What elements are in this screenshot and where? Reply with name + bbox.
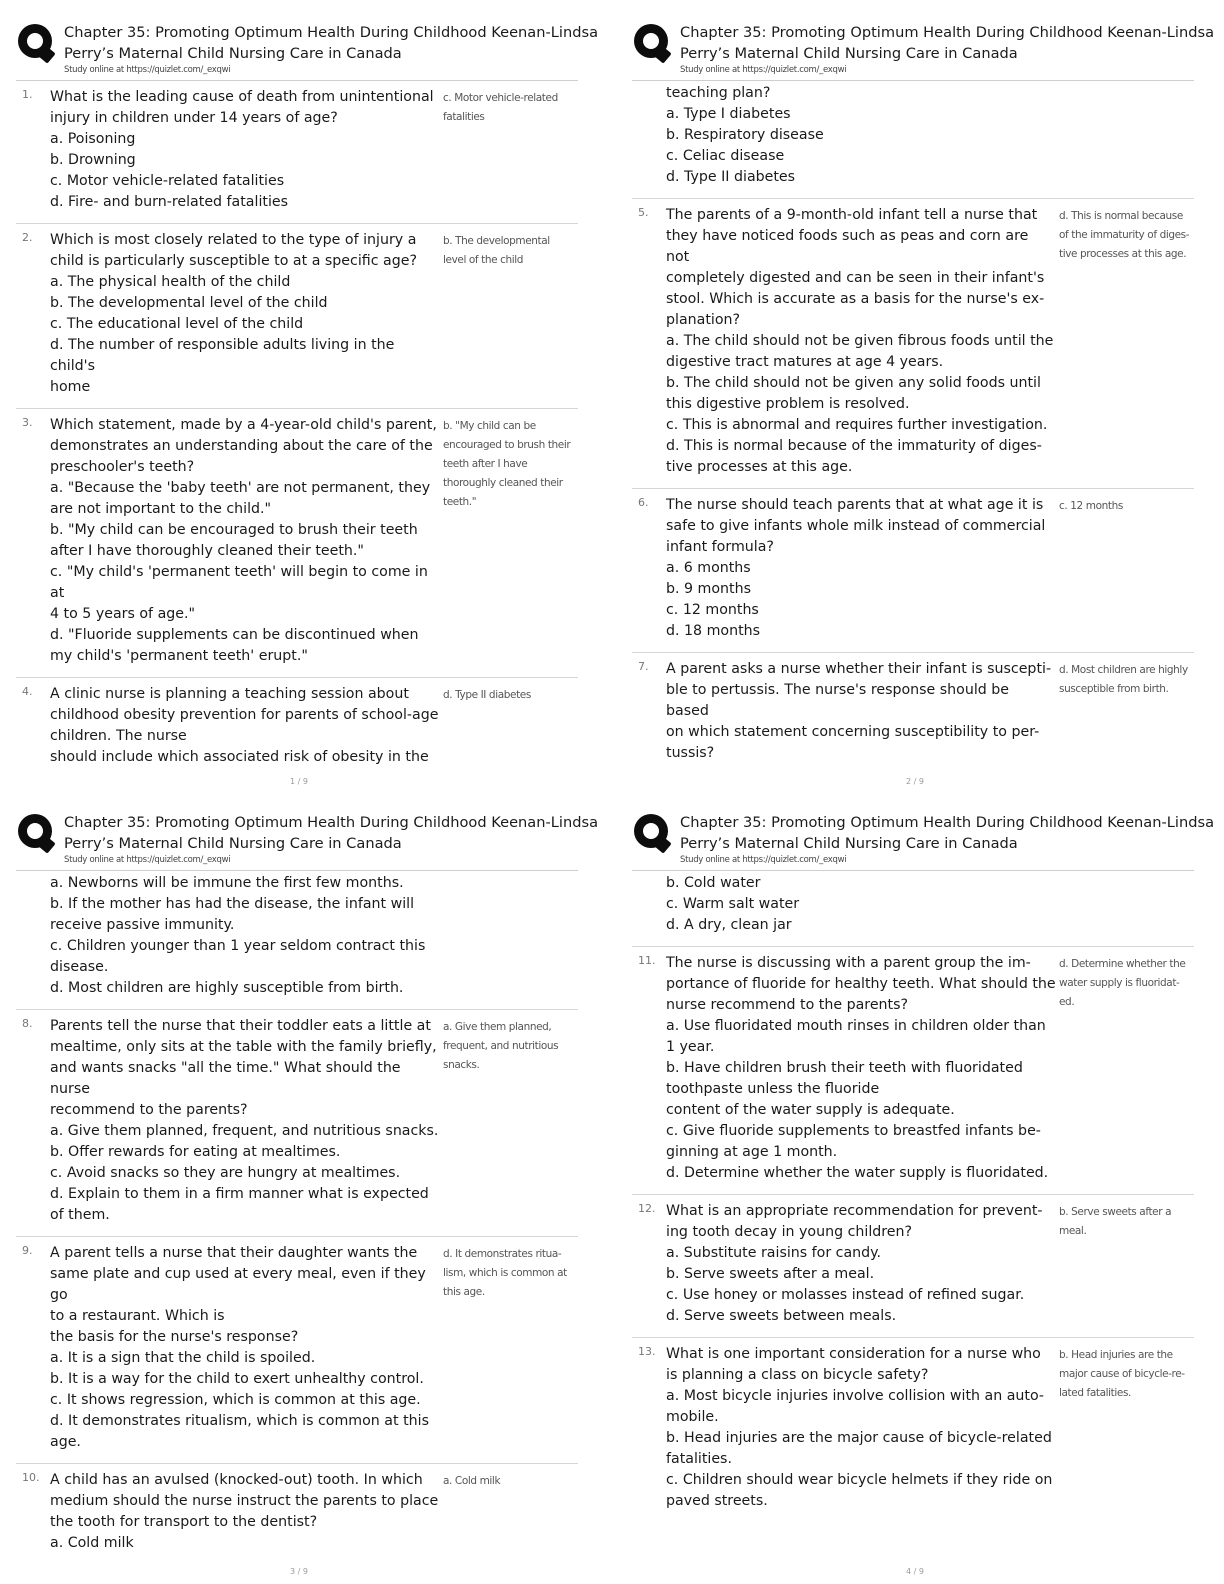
question-item — [632, 489, 1194, 653]
question-line: a. Most bicycle injuries involve collision with an auto- — [666, 1388, 1045, 1404]
title-line-2: Perry’s Maternal Child Nursing Care in Canada — [64, 835, 402, 852]
question-number: 4. — [22, 685, 33, 698]
question-number: 9. — [22, 1244, 33, 1257]
question-line: d. Serve sweets between meals. — [666, 1308, 897, 1324]
question-line: b. Have children brush their teeth with fluoridated — [666, 1060, 1023, 1076]
question-line: of them. — [50, 1207, 110, 1223]
title-line-1: Chapter 35: Promoting Optimum Health During Childhood Keenan-Lindsa — [680, 814, 1215, 831]
question-line: medium should the nurse instruct the parents to place — [50, 1493, 439, 1509]
answer-text: c. Motor vehicle-related fatalities — [443, 92, 558, 123]
question-line: c. This is abnormal and requires further investigation. — [666, 417, 1048, 433]
page-title — [680, 22, 1214, 64]
question-line: c. Celiac disease — [666, 148, 785, 164]
question-line: age. — [50, 1434, 81, 1450]
question-line: What is the leading cause of death from unintentional — [50, 89, 434, 105]
question-line: the tooth for transport to the dentist? — [50, 1514, 318, 1530]
page-header — [16, 18, 599, 81]
question-line: my child's 'permanent teeth' erupt." — [50, 648, 308, 664]
question-line: tussis? — [666, 745, 715, 761]
page-header — [632, 808, 1215, 871]
question-line: mobile. — [666, 1409, 719, 1425]
question-line: they have noticed foods such as peas and corn are not — [666, 228, 1029, 265]
study-online-link[interactable]: Study online at https://quizlet.com/_exqwi — [680, 65, 847, 75]
question-line: are not important to the child." — [50, 501, 272, 517]
question-line: 4 to 5 years of age." — [50, 606, 196, 622]
question-line: c. Warm salt water — [666, 896, 800, 912]
question-line: is planning a class on bicycle safety? — [666, 1367, 929, 1383]
page-number: 2 / 9 — [906, 777, 924, 786]
question-line: b. Drowning — [50, 152, 136, 168]
question-line: toothpaste unless the fluoride — [666, 1081, 880, 1097]
question-text — [666, 1201, 1056, 1327]
question-line: completely digested and can be seen in their infant's — [666, 270, 1045, 286]
page-header — [16, 808, 599, 871]
question-number: 6. — [638, 496, 649, 509]
question-line: d. Type II diabetes — [666, 169, 796, 185]
question-list — [632, 81, 1194, 774]
question-item — [632, 871, 1194, 947]
question-number: 1. — [22, 88, 33, 101]
question-line: child is particularly susceptible to at a specific age? — [50, 253, 417, 269]
question-line: a. Newborns will be immune the first few months. — [50, 875, 404, 891]
title-line-2: Perry’s Maternal Child Nursing Care in Canada — [680, 835, 1018, 852]
question-line: 1 year. — [666, 1039, 715, 1055]
question-line: digestive tract matures at age 4 years. — [666, 354, 944, 370]
question-list — [16, 871, 578, 1564]
question-line: c. It shows regression, which is common at this age. — [50, 1392, 421, 1408]
question-number: 12. — [638, 1202, 656, 1215]
answer-text: d. It demonstrates ritua-lism, which is common at this age. — [443, 1248, 567, 1298]
question-line: a. The child should not be given fibrous foods until the — [666, 333, 1054, 349]
question-line: a. The physical health of the child — [50, 274, 291, 290]
document-page-3 — [16, 808, 606, 1578]
question-line: infant formula? — [666, 539, 774, 555]
question-line: the basis for the nurse's response? — [50, 1329, 299, 1345]
question-line: injury in children under 14 years of age? — [50, 110, 338, 126]
question-line: c. Avoid snacks so they are hungry at mealtimes. — [50, 1165, 401, 1181]
question-line: portance of fluoride for healthy teeth. What should the — [666, 976, 1056, 992]
title-line-2: Perry’s Maternal Child Nursing Care in Canada — [64, 45, 402, 62]
question-item — [16, 871, 578, 1010]
question-line: same plate and cup used at every meal, even if they go — [50, 1266, 426, 1303]
question-line: receive passive immunity. — [50, 917, 235, 933]
question-line: this digestive problem is resolved. — [666, 396, 910, 412]
question-text — [666, 873, 1056, 936]
question-line: c. 12 months — [666, 602, 759, 618]
answer-text: d. Most children are highly susceptible from birth. — [1059, 664, 1188, 695]
question-line: d. 18 months — [666, 623, 761, 639]
question-text — [666, 495, 1056, 642]
question-line: c. The educational level of the child — [50, 316, 304, 332]
question-line: home — [50, 379, 91, 395]
question-line: Which statement, made by a 4-year-old child's parent, — [50, 417, 437, 433]
answer-text: b. Head injuries are the major cause of bicycle-re-lated fatalities. — [1059, 1349, 1185, 1399]
question-line: The nurse is discussing with a parent group the im- — [666, 955, 1031, 971]
question-line: after I have thoroughly cleaned their teeth." — [50, 543, 364, 559]
question-line: childhood obesity prevention for parents of school-age — [50, 707, 439, 723]
title-line-1: Chapter 35: Promoting Optimum Health During Childhood Keenan-Lindsa — [64, 24, 599, 41]
question-text — [666, 205, 1056, 478]
question-line: b. Cold water — [666, 875, 761, 891]
question-line: children. The nurse — [50, 728, 187, 744]
question-line: content of the water supply is adequate. — [666, 1102, 955, 1118]
question-text — [50, 415, 440, 667]
question-line: stool. Which is accurate as a basis for the nurse's ex- — [666, 291, 1045, 307]
question-item — [632, 1338, 1194, 1522]
page-title — [64, 812, 598, 854]
question-line: disease. — [50, 959, 109, 975]
question-text — [50, 230, 440, 398]
question-line: to a restaurant. Which is — [50, 1308, 225, 1324]
question-line: c. Give fluoride supplements to breastfed infants be- — [666, 1123, 1041, 1139]
question-line: ble to pertussis. The nurse's response should be based — [666, 682, 1010, 719]
question-item — [16, 81, 578, 224]
quizlet-logo-icon — [18, 814, 54, 852]
question-line: d. The number of responsible adults living in the child's — [50, 337, 395, 374]
question-number: 8. — [22, 1017, 33, 1030]
question-line: What is one important consideration for a nurse who — [666, 1346, 1041, 1362]
question-line: nurse recommend to the parents? — [666, 997, 909, 1013]
question-list — [16, 81, 578, 778]
question-line: paved streets. — [666, 1493, 768, 1509]
question-line: d. Fire- and burn-related fatalities — [50, 194, 289, 210]
question-line: b. 9 months — [666, 581, 752, 597]
question-line: d. This is normal because of the immaturity of diges- — [666, 438, 1042, 454]
question-line: c. "My child's 'permanent teeth' will begin to come in at — [50, 564, 428, 601]
question-item — [16, 1464, 578, 1564]
question-line: d. Determine whether the water supply is fluoridated. — [666, 1165, 1049, 1181]
question-line: on which statement concerning susceptibility to per- — [666, 724, 1040, 740]
question-line: The nurse should teach parents that at what age it is — [666, 497, 1044, 513]
question-number: 3. — [22, 416, 33, 429]
question-line: b. The developmental level of the child — [50, 295, 328, 311]
question-line: b. Serve sweets after a meal. — [666, 1266, 875, 1282]
question-text — [50, 1243, 440, 1453]
question-line: d. Explain to them in a firm manner what is expected — [50, 1186, 429, 1202]
question-line: teaching plan? — [666, 85, 771, 101]
question-line: What is an appropriate recommendation for prevent- — [666, 1203, 1043, 1219]
answer-text: d. Type II diabetes — [443, 689, 531, 701]
question-line: should include which associated risk of obesity in the — [50, 749, 429, 765]
answer-text: d. This is normal because of the immaturity of diges-tive processes at this age. — [1059, 210, 1190, 260]
document-page-2 — [632, 18, 1222, 788]
question-line: and wants snacks "all the time." What should the nurse — [50, 1060, 401, 1097]
question-line: A child has an avulsed (knocked-out) tooth. In which — [50, 1472, 423, 1488]
question-line: Parents tell the nurse that their toddler eats a little at — [50, 1018, 431, 1034]
question-line: d. Most children are highly susceptible from birth. — [50, 980, 404, 996]
title-line-1: Chapter 35: Promoting Optimum Health During Childhood Keenan-Lindsa — [680, 24, 1215, 41]
page-number: 4 / 9 — [906, 1567, 924, 1576]
question-item — [632, 199, 1194, 489]
question-line: a. Poisoning — [50, 131, 136, 147]
quizlet-logo-icon — [634, 814, 670, 852]
question-line: The parents of a 9-month-old infant tell a nurse that — [666, 207, 1038, 223]
question-line: a. Use fluoridated mouth rinses in children older than — [666, 1018, 1046, 1034]
page-header — [632, 18, 1215, 81]
question-item — [16, 1237, 578, 1464]
question-line: b. Offer rewards for eating at mealtimes. — [50, 1144, 341, 1160]
page-title — [64, 22, 598, 64]
question-text — [50, 87, 440, 213]
question-line: b. If the mother has had the disease, the infant will — [50, 896, 415, 912]
question-line: a. 6 months — [666, 560, 751, 576]
question-line: c. Children should wear bicycle helmets if they ride on — [666, 1472, 1053, 1488]
question-line: ing tooth decay in young children? — [666, 1224, 913, 1240]
question-number: 13. — [638, 1345, 656, 1358]
answer-text: c. 12 months — [1059, 500, 1123, 512]
question-item — [632, 653, 1194, 774]
page-number: 3 / 9 — [290, 1567, 308, 1576]
page-title — [680, 812, 1214, 854]
question-text — [50, 873, 440, 999]
question-line: a. "Because the 'baby teeth' are not permanent, they — [50, 480, 431, 496]
page-number: 1 / 9 — [290, 777, 308, 786]
document-page-4 — [632, 808, 1222, 1578]
quizlet-logo-icon — [634, 24, 670, 62]
question-item — [632, 81, 1194, 199]
title-line-1: Chapter 35: Promoting Optimum Health During Childhood Keenan-Lindsa — [64, 814, 599, 831]
question-line: c. Children younger than 1 year seldom contract this — [50, 938, 426, 954]
question-line: d. A dry, clean jar — [666, 917, 792, 933]
quizlet-logo-icon — [18, 24, 54, 62]
document-page-1 — [16, 18, 606, 788]
question-item — [632, 1195, 1194, 1338]
question-line: b. The child should not be given any solid foods until — [666, 375, 1041, 391]
question-line: ginning at age 1 month. — [666, 1144, 838, 1160]
question-line: preschooler's teeth? — [50, 459, 195, 475]
answer-text: b. "My child can be encouraged to brush their teeth after I have thoroughly cleaned their teeth." — [443, 420, 571, 508]
question-line: a. Substitute raisins for candy. — [666, 1245, 882, 1261]
study-online-link[interactable]: Study online at https://quizlet.com/_exqwi — [64, 65, 231, 75]
question-text — [666, 83, 1056, 188]
question-line: planation? — [666, 312, 741, 328]
question-text — [666, 953, 1056, 1184]
question-number: 11. — [638, 954, 656, 967]
question-text — [666, 659, 1056, 764]
question-line: b. Head injuries are the major cause of bicycle-related — [666, 1430, 1052, 1446]
question-number: 5. — [638, 206, 649, 219]
answer-text: d. Determine whether the water supply is fluoridat-ed. — [1059, 958, 1186, 1008]
title-line-2: Perry’s Maternal Child Nursing Care in Canada — [680, 45, 1018, 62]
question-line: tive processes at this age. — [666, 459, 853, 475]
question-item — [632, 947, 1194, 1195]
question-line: a. Type I diabetes — [666, 106, 791, 122]
answer-text: a. Cold milk — [443, 1475, 501, 1487]
study-online-link[interactable]: Study online at https://quizlet.com/_exqwi — [680, 855, 847, 865]
question-line: c. Motor vehicle-related fatalities — [50, 173, 285, 189]
question-line: recommend to the parents? — [50, 1102, 248, 1118]
question-line: Which is most closely related to the type of injury a — [50, 232, 417, 248]
question-item — [16, 1010, 578, 1237]
question-item — [16, 678, 578, 778]
question-text — [50, 1016, 440, 1226]
question-line: A parent tells a nurse that their daughter wants the — [50, 1245, 418, 1261]
question-line: demonstrates an understanding about the care of the — [50, 438, 433, 454]
question-text — [50, 1470, 440, 1554]
question-number: 7. — [638, 660, 649, 673]
question-line: b. It is a way for the child to exert unhealthy control. — [50, 1371, 424, 1387]
question-line: b. "My child can be encouraged to brush their teeth — [50, 522, 418, 538]
question-line: mealtime, only sits at the table with the family briefly, — [50, 1039, 437, 1055]
answer-text: b. Serve sweets after a meal. — [1059, 1206, 1172, 1237]
question-line: A clinic nurse is planning a teaching session about — [50, 686, 409, 702]
question-list — [632, 871, 1194, 1522]
answer-text: a. Give them planned, frequent, and nutritious snacks. — [443, 1021, 559, 1071]
question-item — [16, 224, 578, 409]
question-line: d. "Fluoride supplements can be discontinued when — [50, 627, 419, 643]
question-line: b. Respiratory disease — [666, 127, 824, 143]
question-text — [50, 684, 440, 768]
question-line: safe to give infants whole milk instead of commercial — [666, 518, 1046, 534]
question-line: a. Cold milk — [50, 1535, 134, 1551]
question-item — [16, 409, 578, 678]
study-online-link[interactable]: Study online at https://quizlet.com/_exqwi — [64, 855, 231, 865]
question-number: 10. — [22, 1471, 40, 1484]
question-line: A parent asks a nurse whether their infant is suscepti- — [666, 661, 1052, 677]
question-line: fatalities. — [666, 1451, 732, 1467]
question-number: 2. — [22, 231, 33, 244]
question-text — [666, 1344, 1056, 1512]
question-line: a. Give them planned, frequent, and nutritious snacks. — [50, 1123, 439, 1139]
question-line: d. It demonstrates ritualism, which is common at this — [50, 1413, 429, 1429]
answer-text: b. The developmental level of the child — [443, 235, 550, 266]
question-line: a. It is a sign that the child is spoiled. — [50, 1350, 316, 1366]
question-line: c. Use honey or molasses instead of refined sugar. — [666, 1287, 1025, 1303]
